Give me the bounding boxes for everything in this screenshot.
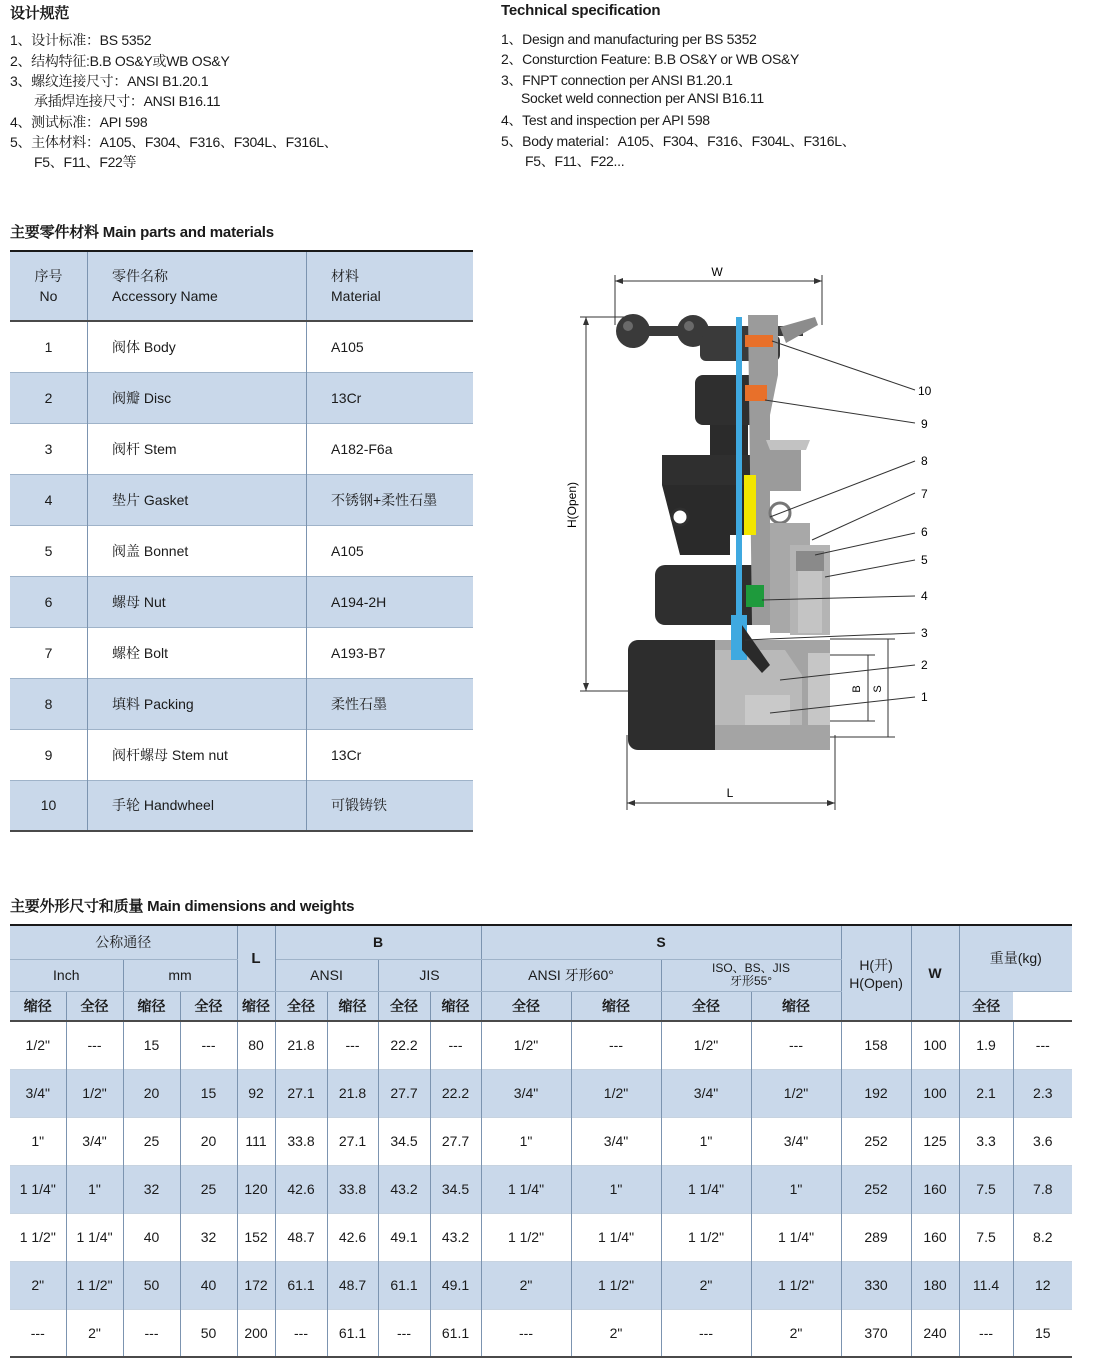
parts-section-title: 主要零件材料 Main parts and materials <box>10 224 274 241</box>
design-spec-line: F5、F11、F22等 <box>34 154 137 170</box>
cell-mm-reduced: 40 <box>123 1213 180 1261</box>
cell-s-iso-full: 1" <box>751 1165 841 1213</box>
technical-spec-line: 2、Consturction Feature: B.B OS&Y or WB OS&Y <box>501 51 800 67</box>
cell-weight-reduced: 1.9 <box>959 1021 1013 1069</box>
cell-s-iso-full: 2" <box>751 1309 841 1357</box>
cell-s-ansi-reduced: 1" <box>481 1117 571 1165</box>
callout-2: 2 <box>921 658 928 672</box>
callout-9: 9 <box>921 417 928 431</box>
subheader-reduced: 缩径 <box>123 991 180 1021</box>
cell-s-ansi-reduced: 2" <box>481 1261 571 1309</box>
subheader-full: 全径 <box>481 991 571 1021</box>
parts-table <box>10 250 473 832</box>
header-h-cn: H(开) <box>859 957 893 973</box>
cell-b-jis-reduced: 61.1 <box>378 1261 430 1309</box>
dims-row <box>10 1261 1072 1309</box>
cell-l: 200 <box>237 1309 275 1357</box>
cell-mm-reduced: 15 <box>123 1021 180 1069</box>
cell-h-open: 289 <box>841 1213 911 1261</box>
cell-weight-full: 15 <box>1013 1309 1072 1357</box>
cell-l: 172 <box>237 1261 275 1309</box>
header-mm: mm <box>123 959 237 991</box>
cell-mm-reduced: 20 <box>123 1069 180 1117</box>
cell-weight-full: --- <box>1013 1021 1072 1069</box>
cell-b-jis-full: 43.2 <box>430 1213 481 1261</box>
cell-l: 111 <box>237 1117 275 1165</box>
cell-w: 160 <box>911 1165 959 1213</box>
cell-mm-full: 32 <box>180 1213 237 1261</box>
cell-s-ansi-reduced: --- <box>481 1309 571 1357</box>
cell-b-ansi-reduced: 48.7 <box>275 1213 327 1261</box>
cell-mm-reduced: 32 <box>123 1165 180 1213</box>
cell-w: 180 <box>911 1261 959 1309</box>
cell-s-ansi-full: --- <box>571 1021 661 1069</box>
cell-b-jis-reduced: 43.2 <box>378 1165 430 1213</box>
s-label: S <box>872 685 884 693</box>
design-spec-line: 4、测试标准：API 598 <box>10 114 148 130</box>
cell-b-jis-full: --- <box>430 1021 481 1069</box>
cell-s-iso-full: 1 1/2" <box>751 1261 841 1309</box>
part-no: 6 <box>10 576 88 627</box>
cell-h-open: 252 <box>841 1165 911 1213</box>
cell-b-jis-full: 22.2 <box>430 1069 481 1117</box>
cell-weight-reduced: 7.5 <box>959 1213 1013 1261</box>
header-s: S <box>481 925 841 959</box>
part-material: A194-2H <box>307 576 474 627</box>
cell-s-iso-reduced: 2" <box>661 1261 751 1309</box>
cell-s-iso-full: 1/2" <box>751 1069 841 1117</box>
cell-weight-full: 2.3 <box>1013 1069 1072 1117</box>
cell-weight-full: 3.6 <box>1013 1117 1072 1165</box>
cell-b-jis-reduced: 34.5 <box>378 1117 430 1165</box>
part-no: 9 <box>10 729 88 780</box>
cell-h-open: 158 <box>841 1021 911 1069</box>
part-material: A182-F6a <box>307 423 474 474</box>
cell-inch-full: 3/4" <box>66 1117 123 1165</box>
part-name: 螺栓 Bolt <box>88 627 307 678</box>
stem-nut-lower <box>745 385 767 401</box>
parts-row <box>10 321 473 372</box>
cell-s-iso-reduced: 1/2" <box>661 1021 751 1069</box>
cell-weight-reduced: 2.1 <box>959 1069 1013 1117</box>
subheader-reduced: 缩径 <box>327 991 378 1021</box>
dims-row <box>10 1309 1072 1357</box>
cell-b-ansi-full: 48.7 <box>327 1261 378 1309</box>
cell-b-ansi-full: 33.8 <box>327 1165 378 1213</box>
valve-body <box>628 640 830 750</box>
cell-b-ansi-reduced: 21.8 <box>275 1021 327 1069</box>
parts-row <box>10 372 473 423</box>
parts-row <box>10 627 473 678</box>
cell-w: 100 <box>911 1069 959 1117</box>
parts-row <box>10 729 473 780</box>
subheader-reduced: 缩径 <box>430 991 481 1021</box>
callout-1: 1 <box>921 690 928 704</box>
cell-s-ansi-reduced: 1/2" <box>481 1021 571 1069</box>
cell-b-jis-reduced: 27.7 <box>378 1069 430 1117</box>
l-label: L <box>726 786 734 800</box>
part-name: 阀杆螺母 Stem nut <box>88 729 307 780</box>
design-spec-line: 3、螺纹连接尺寸：ANSI B1.20.1 <box>10 73 209 89</box>
subheader-reduced: 缩径 <box>571 991 661 1021</box>
cell-s-iso-reduced: 3/4" <box>661 1069 751 1117</box>
dims-row <box>10 1021 1072 1069</box>
cell-h-open: 370 <box>841 1309 911 1357</box>
part-no: 2 <box>10 372 88 423</box>
cell-s-iso-reduced: 1" <box>661 1117 751 1165</box>
cell-s-ansi-reduced: 3/4" <box>481 1069 571 1117</box>
parts-row <box>10 423 473 474</box>
part-no: 7 <box>10 627 88 678</box>
part-no: 5 <box>10 525 88 576</box>
cell-s-ansi-full: 3/4" <box>571 1117 661 1165</box>
technical-spec-line: Socket weld connection per ANSI B16.11 <box>521 90 764 106</box>
callout-8: 8 <box>921 454 928 468</box>
cell-w: 125 <box>911 1117 959 1165</box>
cell-mm-reduced: 50 <box>123 1261 180 1309</box>
cell-weight-full: 7.8 <box>1013 1165 1072 1213</box>
header-no <box>10 251 88 321</box>
header-material-en: Material <box>331 288 381 304</box>
header-inch: Inch <box>10 959 123 991</box>
cell-s-ansi-full: 1/2" <box>571 1069 661 1117</box>
design-spec-line: 5、主体材料：A105、F304、F316、F304L、F316L、 <box>10 134 338 150</box>
header-material <box>307 251 474 321</box>
cell-s-iso-full: 3/4" <box>751 1117 841 1165</box>
dimensions-table <box>10 924 1072 1358</box>
cell-weight-reduced: 3.3 <box>959 1117 1013 1165</box>
technical-spec-line: 1、Design and manufacturing per BS 5352 <box>501 31 757 47</box>
design-spec-line: 1、设计标准：BS 5352 <box>10 32 152 48</box>
cell-l: 120 <box>237 1165 275 1213</box>
part-material: 可锻铸铁 <box>307 780 474 831</box>
h-label: H(Open) <box>565 481 579 529</box>
cell-b-ansi-full: 27.1 <box>327 1117 378 1165</box>
subheader-full: 全径 <box>378 991 430 1021</box>
dims-row <box>10 1117 1072 1165</box>
cell-b-ansi-reduced: 61.1 <box>275 1261 327 1309</box>
parts-row <box>10 780 473 831</box>
subheader-reduced: 缩径 <box>237 991 275 1021</box>
cell-h-open: 252 <box>841 1117 911 1165</box>
header-b: B <box>275 925 481 959</box>
subheader-full: 全径 <box>661 991 751 1021</box>
cell-mm-full: 25 <box>180 1165 237 1213</box>
gate-valve-diagram <box>540 255 960 815</box>
callout-7: 7 <box>921 487 928 501</box>
header-l: L <box>237 925 275 991</box>
cell-b-jis-reduced: 49.1 <box>378 1213 430 1261</box>
cell-inch-reduced: 1 1/2" <box>10 1213 66 1261</box>
header-h <box>841 925 911 1021</box>
part-material: 13Cr <box>307 372 474 423</box>
cell-inch-full: 2" <box>66 1309 123 1357</box>
callout-6: 6 <box>921 525 928 539</box>
part-no: 1 <box>10 321 88 372</box>
cell-mm-full: 40 <box>180 1261 237 1309</box>
cell-inch-reduced: 2" <box>10 1261 66 1309</box>
header-iso-thread-1: ISO、BS、JIS <box>712 961 791 975</box>
part-name: 阀瓣 Disc <box>88 372 307 423</box>
cell-weight-reduced: --- <box>959 1309 1013 1357</box>
cell-s-ansi-reduced: 1 1/4" <box>481 1165 571 1213</box>
w-label: W <box>711 265 723 279</box>
subheader-reduced: 缩径 <box>10 991 66 1021</box>
header-no-en: No <box>39 288 58 304</box>
part-material: A105 <box>307 525 474 576</box>
cell-mm-reduced: 25 <box>123 1117 180 1165</box>
cell-inch-full: 1/2" <box>66 1069 123 1117</box>
cell-s-ansi-full: 1 1/2" <box>571 1261 661 1309</box>
technical-spec-line: 3、FNPT connection per ANSI B1.20.1 <box>501 72 733 88</box>
part-no: 3 <box>10 423 88 474</box>
dims-section-title: 主要外形尺寸和质量 Main dimensions and weights <box>10 898 355 915</box>
stem-nut <box>745 335 773 347</box>
cell-b-ansi-full: 61.1 <box>327 1309 378 1357</box>
header-name-cn: 零件名称 <box>112 268 168 284</box>
part-material: 不锈钢+柔性石墨 <box>307 474 474 525</box>
subheader-full: 全径 <box>66 991 123 1021</box>
parts-row <box>10 678 473 729</box>
cell-mm-full: 50 <box>180 1309 237 1357</box>
header-h-en: H(Open) <box>849 975 903 991</box>
header-jis: JIS <box>378 959 481 991</box>
header-iso-thread-2: 牙形55° <box>729 974 773 988</box>
cell-b-jis-reduced: --- <box>378 1309 430 1357</box>
part-name: 螺母 Nut <box>88 576 307 627</box>
callout-4: 4 <box>921 589 928 603</box>
part-material: 柔性石墨 <box>307 678 474 729</box>
cell-b-jis-reduced: 22.2 <box>378 1021 430 1069</box>
subheader-full: 全径 <box>275 991 327 1021</box>
technical-spec-line: 4、Test and inspection per API 598 <box>501 112 710 128</box>
callout-5: 5 <box>921 553 928 567</box>
cell-l: 152 <box>237 1213 275 1261</box>
cell-mm-full: --- <box>180 1021 237 1069</box>
cell-b-ansi-reduced: 33.8 <box>275 1117 327 1165</box>
header-iso-thread <box>661 959 841 991</box>
cell-s-iso-full: --- <box>751 1021 841 1069</box>
parts-row <box>10 576 473 627</box>
callout-10: 10 <box>918 384 932 398</box>
cell-b-ansi-reduced: 27.1 <box>275 1069 327 1117</box>
cell-weight-full: 12 <box>1013 1261 1072 1309</box>
part-name: 手轮 Handwheel <box>88 780 307 831</box>
header-material-cn: 材料 <box>331 268 359 284</box>
cell-inch-reduced: 1" <box>10 1117 66 1165</box>
design-spec-title: 设计规范 <box>10 5 70 22</box>
part-no: 10 <box>10 780 88 831</box>
parts-row <box>10 474 473 525</box>
cell-inch-full: --- <box>66 1021 123 1069</box>
cell-inch-reduced: 1 1/4" <box>10 1165 66 1213</box>
cell-h-open: 192 <box>841 1069 911 1117</box>
part-name: 阀杆 Stem <box>88 423 307 474</box>
technical-spec-title: Technical specification <box>501 2 661 19</box>
dims-row <box>10 1165 1072 1213</box>
part-no: 8 <box>10 678 88 729</box>
cell-b-ansi-full: 42.6 <box>327 1213 378 1261</box>
part-name: 垫片 Gasket <box>88 474 307 525</box>
cell-inch-reduced: 3/4" <box>10 1069 66 1117</box>
part-material: 13Cr <box>307 729 474 780</box>
cell-b-ansi-full: 21.8 <box>327 1069 378 1117</box>
design-spec-line: 承插焊连接尺寸：ANSI B16.11 <box>34 93 221 109</box>
part-name: 阀盖 Bonnet <box>88 525 307 576</box>
header-ansi: ANSI <box>275 959 378 991</box>
cell-inch-full: 1" <box>66 1165 123 1213</box>
gasket <box>746 585 764 607</box>
cell-s-iso-reduced: --- <box>661 1309 751 1357</box>
cell-b-jis-full: 27.7 <box>430 1117 481 1165</box>
cell-l: 80 <box>237 1021 275 1069</box>
handwheel <box>616 314 818 361</box>
packing <box>744 475 756 535</box>
b-label: B <box>851 685 863 693</box>
header-weight: 重量(kg) <box>959 925 1072 991</box>
dims-row <box>10 1213 1072 1261</box>
cell-weight-reduced: 11.4 <box>959 1261 1013 1309</box>
header-no-cn: 序号 <box>34 268 63 284</box>
part-name: 填料 Packing <box>88 678 307 729</box>
cell-inch-reduced: --- <box>10 1309 66 1357</box>
cell-s-ansi-reduced: 1 1/2" <box>481 1213 571 1261</box>
header-ansi-thread: ANSI 牙形60° <box>481 959 661 991</box>
cell-b-jis-full: 49.1 <box>430 1261 481 1309</box>
parts-row <box>10 525 473 576</box>
callout-3: 3 <box>921 626 928 640</box>
cell-b-jis-full: 34.5 <box>430 1165 481 1213</box>
cell-b-ansi-reduced: 42.6 <box>275 1165 327 1213</box>
technical-spec-line: F5、F11、F22... <box>525 153 625 169</box>
header-w: W <box>911 925 959 1021</box>
cell-weight-reduced: 7.5 <box>959 1165 1013 1213</box>
cell-b-jis-full: 61.1 <box>430 1309 481 1357</box>
parts-header-row <box>10 251 473 321</box>
cell-b-ansi-full: --- <box>327 1021 378 1069</box>
cell-s-iso-reduced: 1 1/4" <box>661 1165 751 1213</box>
cell-inch-full: 1 1/4" <box>66 1213 123 1261</box>
cell-h-open: 330 <box>841 1261 911 1309</box>
part-material: A105 <box>307 321 474 372</box>
header-accessory-name <box>88 251 307 321</box>
part-no: 4 <box>10 474 88 525</box>
part-material: A193-B7 <box>307 627 474 678</box>
cell-mm-reduced: --- <box>123 1309 180 1357</box>
cell-w: 160 <box>911 1213 959 1261</box>
cell-s-ansi-full: 1 1/4" <box>571 1213 661 1261</box>
cell-inch-full: 1 1/2" <box>66 1261 123 1309</box>
header-nominal: 公称通径 <box>10 925 237 959</box>
subheader-weight-full: 全径 <box>959 991 1013 1021</box>
cell-weight-full: 8.2 <box>1013 1213 1072 1261</box>
cell-l: 92 <box>237 1069 275 1117</box>
callout-labels <box>918 384 932 704</box>
cell-mm-full: 20 <box>180 1117 237 1165</box>
subheader-weight-reduced: 缩径 <box>751 991 841 1021</box>
cell-w: 240 <box>911 1309 959 1357</box>
cell-s-ansi-full: 1" <box>571 1165 661 1213</box>
cell-s-iso-reduced: 1 1/2" <box>661 1213 751 1261</box>
cell-s-ansi-full: 2" <box>571 1309 661 1357</box>
dims-row <box>10 1069 1072 1117</box>
subheader-full: 全径 <box>180 991 237 1021</box>
cell-mm-full: 15 <box>180 1069 237 1117</box>
cell-inch-reduced: 1/2" <box>10 1021 66 1069</box>
cell-s-iso-full: 1 1/4" <box>751 1213 841 1261</box>
design-spec-line: 2、结构特征:B.B OS&Y或WB OS&Y <box>10 53 230 69</box>
technical-spec-line: 5、Body material：A105、F304、F316、F304L、F316L、 <box>501 133 856 149</box>
part-name: 阀体 Body <box>88 321 307 372</box>
header-name-en: Accessory Name <box>112 288 218 304</box>
cell-w: 100 <box>911 1021 959 1069</box>
cell-b-ansi-reduced: --- <box>275 1309 327 1357</box>
